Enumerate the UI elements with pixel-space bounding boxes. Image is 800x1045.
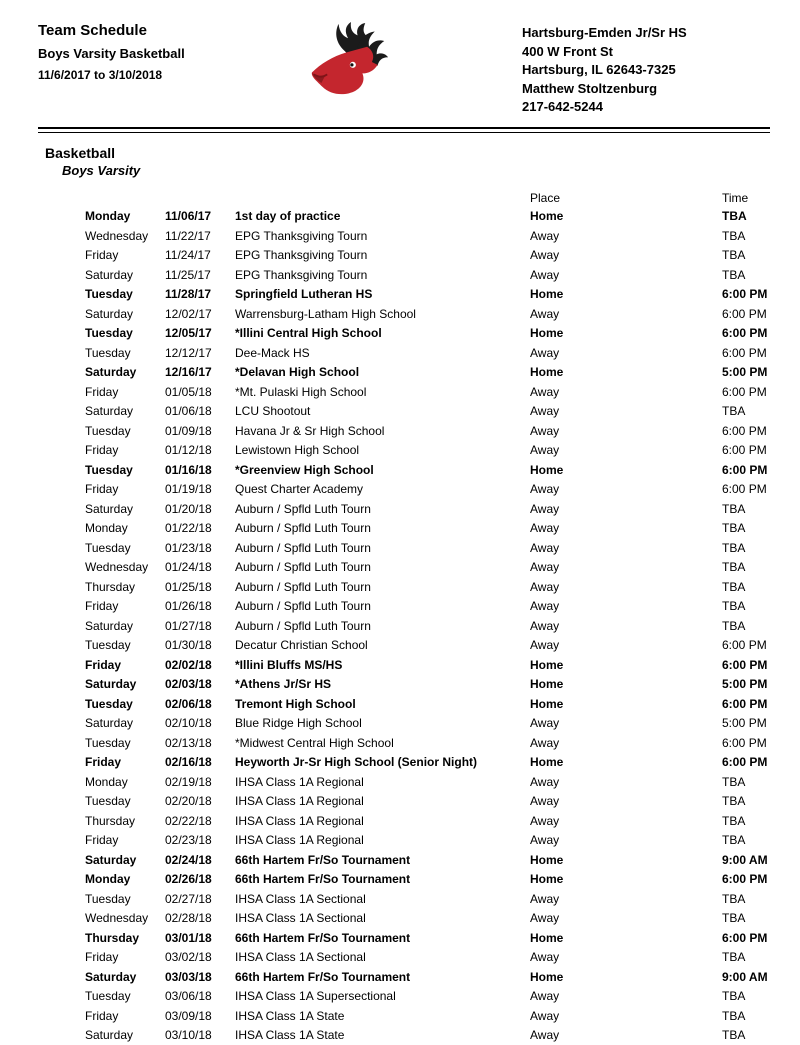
- schedule-rows: [85, 207, 770, 1045]
- time-cell: 6:00 PM: [722, 346, 770, 360]
- place-cell: Home: [530, 931, 722, 945]
- day-cell: Thursday: [85, 580, 165, 594]
- place-cell: Away: [530, 580, 722, 594]
- date-cell: 02/27/18: [165, 892, 235, 906]
- place-cell: Away: [530, 619, 722, 633]
- event-cell: Decatur Christian School: [235, 638, 530, 652]
- place-cell: Home: [530, 755, 722, 769]
- time-cell: TBA: [722, 1028, 770, 1042]
- place-cell: Away: [530, 892, 722, 906]
- time-cell: TBA: [722, 1009, 770, 1023]
- time-cell: 6:00 PM: [722, 736, 770, 750]
- date-cell: 11/22/17: [165, 229, 235, 243]
- event-cell: IHSA Class 1A Sectional: [235, 950, 530, 964]
- place-cell: Away: [530, 1028, 722, 1042]
- schedule-row: [85, 909, 770, 929]
- event-cell: 66th Hartem Fr/So Tournament: [235, 970, 530, 984]
- date-cell: 11/06/17: [165, 209, 235, 223]
- schedule-row: [85, 480, 770, 500]
- date-cell: 01/05/18: [165, 385, 235, 399]
- day-cell: Friday: [85, 482, 165, 496]
- day-cell: Saturday: [85, 970, 165, 984]
- place-cell: Away: [530, 307, 722, 321]
- schedule-row: [85, 246, 770, 266]
- event-cell: Quest Charter Academy: [235, 482, 530, 496]
- schedule-row: [85, 1006, 770, 1026]
- date-cell: 01/30/18: [165, 638, 235, 652]
- place-cell: Home: [530, 287, 722, 301]
- date-cell: 03/10/18: [165, 1028, 235, 1042]
- place-cell: Home: [530, 970, 722, 984]
- day-cell: Tuesday: [85, 736, 165, 750]
- day-cell: Friday: [85, 385, 165, 399]
- schedule-row: [85, 948, 770, 968]
- date-cell: 02/16/18: [165, 755, 235, 769]
- time-cell: TBA: [722, 892, 770, 906]
- schedule-row: [85, 694, 770, 714]
- place-cell: Away: [530, 736, 722, 750]
- day-cell: Tuesday: [85, 346, 165, 360]
- schedule-row: [85, 226, 770, 246]
- day-cell: Saturday: [85, 677, 165, 691]
- date-cell: 12/02/17: [165, 307, 235, 321]
- event-cell: Auburn / Spfld Luth Tourn: [235, 619, 530, 633]
- day-cell: Monday: [85, 872, 165, 886]
- time-cell: 9:00 AM: [722, 970, 770, 984]
- event-cell: *Greenview High School: [235, 463, 530, 477]
- day-cell: Tuesday: [85, 287, 165, 301]
- place-cell: Away: [530, 385, 722, 399]
- place-cell: Away: [530, 560, 722, 574]
- event-cell: Auburn / Spfld Luth Tourn: [235, 541, 530, 555]
- time-cell: TBA: [722, 911, 770, 925]
- schedule-title-block: [38, 22, 260, 82]
- place-cell: Home: [530, 872, 722, 886]
- schedule-row: [85, 753, 770, 773]
- date-cell: 11/28/17: [165, 287, 235, 301]
- time-column-header: Time: [722, 191, 770, 205]
- schedule-row: [85, 343, 770, 363]
- schedule-row: [85, 792, 770, 812]
- date-cell: 01/16/18: [165, 463, 235, 477]
- date-cell: 02/02/18: [165, 658, 235, 672]
- time-cell: TBA: [722, 560, 770, 574]
- event-cell: *Illini Bluffs MS/HS: [235, 658, 530, 672]
- day-cell: Saturday: [85, 307, 165, 321]
- place-cell: Away: [530, 599, 722, 613]
- document-header: [0, 22, 800, 117]
- school-name: Hartsburg-Emden Jr/Sr HS: [522, 24, 687, 43]
- time-cell: TBA: [722, 580, 770, 594]
- school-info-block: [522, 24, 687, 117]
- event-cell: IHSA Class 1A Regional: [235, 833, 530, 847]
- day-cell: Friday: [85, 755, 165, 769]
- date-cell: 03/01/18: [165, 931, 235, 945]
- day-cell: Saturday: [85, 365, 165, 379]
- schedule-row: [85, 577, 770, 597]
- place-cell: Away: [530, 229, 722, 243]
- event-cell: Dee-Mack HS: [235, 346, 530, 360]
- event-cell: IHSA Class 1A Regional: [235, 814, 530, 828]
- schedule-row: [85, 870, 770, 890]
- day-cell: Friday: [85, 950, 165, 964]
- place-cell: Home: [530, 697, 722, 711]
- event-cell: IHSA Class 1A Regional: [235, 794, 530, 808]
- time-cell: TBA: [722, 209, 770, 223]
- day-cell: Tuesday: [85, 892, 165, 906]
- event-cell: EPG Thanksgiving Tourn: [235, 229, 530, 243]
- schedule-row: [85, 460, 770, 480]
- day-cell: Saturday: [85, 268, 165, 282]
- date-cell: 02/24/18: [165, 853, 235, 867]
- schedule-row: [85, 889, 770, 909]
- day-cell: Tuesday: [85, 638, 165, 652]
- day-cell: Thursday: [85, 814, 165, 828]
- date-cell: 03/03/18: [165, 970, 235, 984]
- schedule-row: [85, 538, 770, 558]
- place-cell: Home: [530, 658, 722, 672]
- day-cell: Tuesday: [85, 794, 165, 808]
- event-cell: Auburn / Spfld Luth Tourn: [235, 580, 530, 594]
- page-title: Team Schedule: [38, 22, 260, 39]
- place-cell: Home: [530, 853, 722, 867]
- day-cell: Friday: [85, 248, 165, 262]
- schedule-row: [85, 987, 770, 1007]
- day-cell: Saturday: [85, 619, 165, 633]
- sport-heading: Basketball: [45, 145, 800, 161]
- day-cell: Monday: [85, 209, 165, 223]
- event-cell: EPG Thanksgiving Tourn: [235, 248, 530, 262]
- time-cell: 6:00 PM: [722, 307, 770, 321]
- day-cell: Friday: [85, 443, 165, 457]
- time-cell: 6:00 PM: [722, 931, 770, 945]
- schedule-row: [85, 616, 770, 636]
- date-cell: 01/23/18: [165, 541, 235, 555]
- place-cell: Away: [530, 833, 722, 847]
- mascot-logo: [260, 22, 440, 102]
- event-cell: Lewistown High School: [235, 443, 530, 457]
- event-cell: *Illini Central High School: [235, 326, 530, 340]
- schedule-row: [85, 967, 770, 987]
- time-cell: 9:00 AM: [722, 853, 770, 867]
- schedule-row: [85, 499, 770, 519]
- schedule-row: [85, 207, 770, 227]
- date-cell: 11/25/17: [165, 268, 235, 282]
- schedule-header-row: [85, 190, 770, 207]
- date-cell: 02/10/18: [165, 716, 235, 730]
- date-cell: 02/22/18: [165, 814, 235, 828]
- day-cell: Monday: [85, 775, 165, 789]
- schedule-row: [85, 265, 770, 285]
- day-cell: Friday: [85, 658, 165, 672]
- day-cell: Tuesday: [85, 541, 165, 555]
- date-cell: 02/19/18: [165, 775, 235, 789]
- event-cell: 1st day of practice: [235, 209, 530, 223]
- date-cell: 11/24/17: [165, 248, 235, 262]
- schedule-row: [85, 831, 770, 851]
- time-cell: TBA: [722, 794, 770, 808]
- time-cell: 5:00 PM: [722, 677, 770, 691]
- time-cell: 6:00 PM: [722, 385, 770, 399]
- contact-phone: 217-642-5244: [522, 98, 687, 117]
- event-cell: IHSA Class 1A Supersectional: [235, 989, 530, 1003]
- date-cell: 02/03/18: [165, 677, 235, 691]
- event-cell: 66th Hartem Fr/So Tournament: [235, 853, 530, 867]
- schedule-row: [85, 675, 770, 695]
- time-cell: 5:00 PM: [722, 716, 770, 730]
- time-cell: 6:00 PM: [722, 697, 770, 711]
- time-cell: 6:00 PM: [722, 872, 770, 886]
- time-cell: 6:00 PM: [722, 482, 770, 496]
- day-cell: Tuesday: [85, 424, 165, 438]
- place-cell: Home: [530, 463, 722, 477]
- schedule-row: [85, 402, 770, 422]
- place-cell: Away: [530, 404, 722, 418]
- team-heading: Boys Varsity: [62, 163, 800, 178]
- time-cell: 6:00 PM: [722, 424, 770, 438]
- day-cell: Wednesday: [85, 911, 165, 925]
- event-cell: Tremont High School: [235, 697, 530, 711]
- day-cell: Saturday: [85, 1028, 165, 1042]
- place-column-header: Place: [530, 191, 722, 205]
- time-cell: 6:00 PM: [722, 326, 770, 340]
- header-divider: [38, 127, 770, 133]
- schedule-row: [85, 714, 770, 734]
- date-cell: 12/05/17: [165, 326, 235, 340]
- time-cell: TBA: [722, 599, 770, 613]
- day-cell: Saturday: [85, 404, 165, 418]
- schedule-row: [85, 382, 770, 402]
- date-cell: 01/06/18: [165, 404, 235, 418]
- date-cell: 01/24/18: [165, 560, 235, 574]
- date-cell: 12/12/17: [165, 346, 235, 360]
- event-cell: *Mt. Pulaski High School: [235, 385, 530, 399]
- event-cell: IHSA Class 1A Sectional: [235, 911, 530, 925]
- place-cell: Away: [530, 482, 722, 496]
- schedule-row: [85, 655, 770, 675]
- day-cell: Thursday: [85, 931, 165, 945]
- place-cell: Away: [530, 794, 722, 808]
- date-cell: 01/09/18: [165, 424, 235, 438]
- date-cell: 02/26/18: [165, 872, 235, 886]
- place-cell: Away: [530, 1009, 722, 1023]
- event-cell: Auburn / Spfld Luth Tourn: [235, 560, 530, 574]
- date-cell: 01/26/18: [165, 599, 235, 613]
- school-address: 400 W Front St: [522, 43, 687, 62]
- place-cell: Home: [530, 677, 722, 691]
- place-cell: Away: [530, 502, 722, 516]
- schedule-row: [85, 772, 770, 792]
- time-cell: 6:00 PM: [722, 287, 770, 301]
- place-cell: Away: [530, 541, 722, 555]
- date-cell: 02/13/18: [165, 736, 235, 750]
- day-cell: Tuesday: [85, 697, 165, 711]
- time-cell: 6:00 PM: [722, 658, 770, 672]
- time-cell: TBA: [722, 541, 770, 555]
- day-cell: Monday: [85, 521, 165, 535]
- team-subtitle: Boys Varsity Basketball: [38, 46, 260, 61]
- time-cell: TBA: [722, 521, 770, 535]
- day-cell: Wednesday: [85, 229, 165, 243]
- schedule-row: [85, 928, 770, 948]
- day-cell: Friday: [85, 599, 165, 613]
- event-cell: *Athens Jr/Sr HS: [235, 677, 530, 691]
- time-cell: TBA: [722, 833, 770, 847]
- event-cell: Auburn / Spfld Luth Tourn: [235, 599, 530, 613]
- contact-name: Matthew Stoltzenburg: [522, 80, 687, 99]
- place-cell: Away: [530, 346, 722, 360]
- schedule-row: [85, 421, 770, 441]
- place-cell: Away: [530, 424, 722, 438]
- time-cell: TBA: [722, 268, 770, 282]
- event-cell: EPG Thanksgiving Tourn: [235, 268, 530, 282]
- date-cell: 03/02/18: [165, 950, 235, 964]
- event-cell: Springfield Lutheran HS: [235, 287, 530, 301]
- schedule-row: [85, 636, 770, 656]
- schedule-row: [85, 363, 770, 383]
- schedule-row: [85, 811, 770, 831]
- place-cell: Away: [530, 248, 722, 262]
- place-cell: Home: [530, 326, 722, 340]
- schedule-row: [85, 850, 770, 870]
- schedule-row: [85, 519, 770, 539]
- schedule-row: [85, 1026, 770, 1045]
- time-cell: 6:00 PM: [722, 638, 770, 652]
- place-cell: Away: [530, 268, 722, 282]
- date-cell: 02/28/18: [165, 911, 235, 925]
- stag-mascot-icon: [302, 22, 398, 102]
- time-cell: TBA: [722, 814, 770, 828]
- schedule-row: [85, 304, 770, 324]
- time-cell: TBA: [722, 950, 770, 964]
- day-cell: Friday: [85, 1009, 165, 1023]
- school-city-state-zip: Hartsburg, IL 62643-7325: [522, 61, 687, 80]
- date-cell: 01/27/18: [165, 619, 235, 633]
- place-cell: Away: [530, 775, 722, 789]
- date-cell: 03/06/18: [165, 989, 235, 1003]
- day-cell: Saturday: [85, 502, 165, 516]
- event-cell: Heyworth Jr-Sr High School (Senior Night): [235, 755, 530, 769]
- schedule-table: [85, 190, 770, 1045]
- date-cell: 02/06/18: [165, 697, 235, 711]
- time-cell: TBA: [722, 775, 770, 789]
- event-cell: 66th Hartem Fr/So Tournament: [235, 931, 530, 945]
- event-cell: LCU Shootout: [235, 404, 530, 418]
- event-cell: *Midwest Central High School: [235, 736, 530, 750]
- event-cell: 66th Hartem Fr/So Tournament: [235, 872, 530, 886]
- time-cell: TBA: [722, 404, 770, 418]
- place-cell: Away: [530, 814, 722, 828]
- place-cell: Away: [530, 638, 722, 652]
- schedule-row: [85, 597, 770, 617]
- day-cell: Tuesday: [85, 326, 165, 340]
- schedule-row: [85, 324, 770, 344]
- event-cell: *Delavan High School: [235, 365, 530, 379]
- day-cell: Tuesday: [85, 463, 165, 477]
- time-cell: TBA: [722, 619, 770, 633]
- day-cell: Saturday: [85, 853, 165, 867]
- day-cell: Saturday: [85, 716, 165, 730]
- schedule-row: [85, 285, 770, 305]
- event-cell: IHSA Class 1A Sectional: [235, 892, 530, 906]
- time-cell: TBA: [722, 248, 770, 262]
- event-cell: Auburn / Spfld Luth Tourn: [235, 502, 530, 516]
- event-cell: IHSA Class 1A State: [235, 1028, 530, 1042]
- event-cell: IHSA Class 1A State: [235, 1009, 530, 1023]
- place-cell: Away: [530, 716, 722, 730]
- schedule-row: [85, 733, 770, 753]
- date-range: 11/6/2017 to 3/10/2018: [38, 68, 260, 82]
- date-cell: 02/20/18: [165, 794, 235, 808]
- place-cell: Away: [530, 950, 722, 964]
- day-cell: Wednesday: [85, 560, 165, 574]
- time-cell: 5:00 PM: [722, 365, 770, 379]
- place-cell: Away: [530, 989, 722, 1003]
- event-cell: IHSA Class 1A Regional: [235, 775, 530, 789]
- schedule-row: [85, 558, 770, 578]
- day-cell: Friday: [85, 833, 165, 847]
- date-cell: 03/09/18: [165, 1009, 235, 1023]
- schedule-row: [85, 441, 770, 461]
- date-cell: 01/12/18: [165, 443, 235, 457]
- date-cell: 01/22/18: [165, 521, 235, 535]
- time-cell: 6:00 PM: [722, 463, 770, 477]
- date-cell: 12/16/17: [165, 365, 235, 379]
- event-cell: Warrensburg-Latham High School: [235, 307, 530, 321]
- time-cell: 6:00 PM: [722, 755, 770, 769]
- place-cell: Home: [530, 209, 722, 223]
- time-cell: TBA: [722, 502, 770, 516]
- date-cell: 01/25/18: [165, 580, 235, 594]
- date-cell: 01/19/18: [165, 482, 235, 496]
- event-cell: Auburn / Spfld Luth Tourn: [235, 521, 530, 535]
- event-cell: Blue Ridge High School: [235, 716, 530, 730]
- time-cell: TBA: [722, 989, 770, 1003]
- place-cell: Home: [530, 365, 722, 379]
- time-cell: 6:00 PM: [722, 443, 770, 457]
- event-cell: Havana Jr & Sr High School: [235, 424, 530, 438]
- date-cell: 01/20/18: [165, 502, 235, 516]
- day-cell: Tuesday: [85, 989, 165, 1003]
- place-cell: Away: [530, 443, 722, 457]
- time-cell: TBA: [722, 229, 770, 243]
- date-cell: 02/23/18: [165, 833, 235, 847]
- place-cell: Away: [530, 521, 722, 535]
- place-cell: Away: [530, 911, 722, 925]
